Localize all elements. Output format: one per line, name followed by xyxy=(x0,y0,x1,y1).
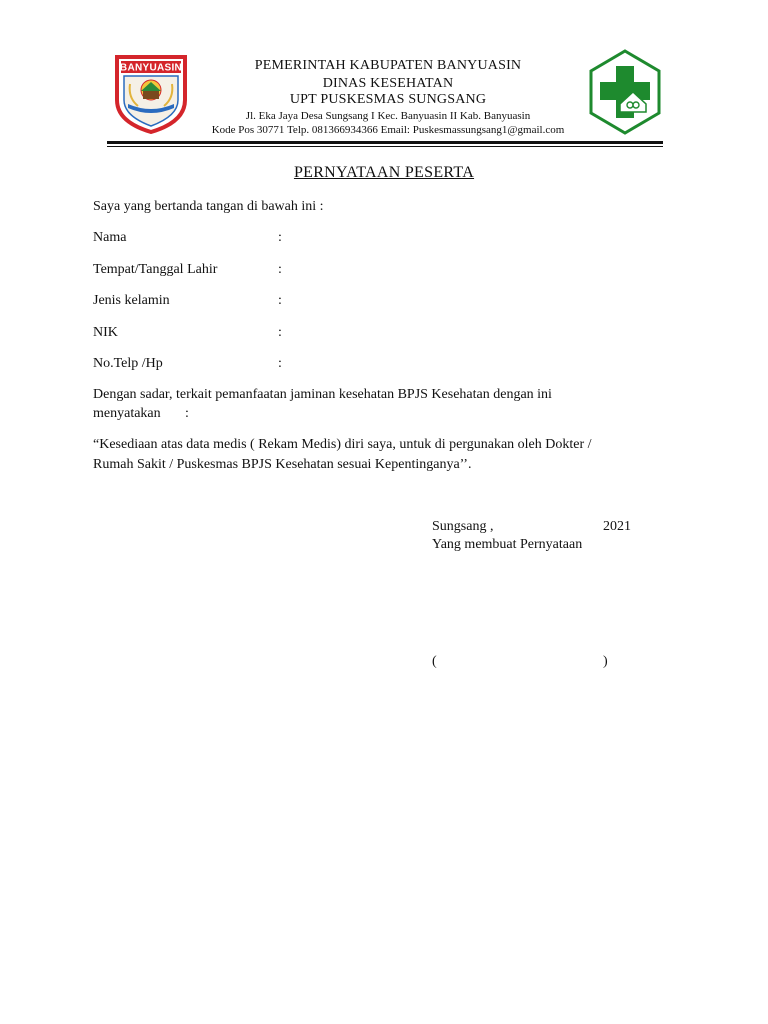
letterhead-line-government: PEMERINTAH KABUPATEN BANYUASIN xyxy=(254,58,522,73)
puskesmas-logo xyxy=(588,48,662,136)
document-title: PERNYATAAN PESERTA xyxy=(293,164,475,181)
statement-colon: : xyxy=(185,406,189,421)
signature-open-paren: ( xyxy=(432,654,437,669)
signature-close-paren: ) xyxy=(603,654,608,669)
letterhead-divider-thick xyxy=(107,141,663,144)
field-colon-birth: : xyxy=(278,262,282,277)
intro-text: Saya yang bertanda tangan di bawah ini : xyxy=(93,199,324,214)
field-label-birth: Tempat/Tanggal Lahir xyxy=(93,262,218,277)
field-label-name: Nama xyxy=(93,230,127,245)
statement-line-1: Dengan sadar, terkait pemanfaatan jaminan kesehatan BPJS Kesehatan dengan ini xyxy=(93,387,552,402)
letterhead-line-department: DINAS KESEHATAN xyxy=(322,76,454,91)
field-label-nik: NIK xyxy=(93,325,118,340)
quote-line-2: Rumah Sakit / Puskesmas BPJS Kesehatan sesuai Kepentinganya’’. xyxy=(93,457,472,472)
banyuasin-logo xyxy=(114,54,188,134)
field-colon-phone: : xyxy=(278,356,282,371)
statement-line-2: menyatakan xyxy=(93,406,161,421)
letterhead-line-contact: Kode Pos 30771 Telp. 081366934366 Email: Puskesmassungsang1@gmail.com xyxy=(211,124,565,136)
quote-line-1: “Kesediaan atas data medis ( Rekam Medis) diri saya, untuk di pergunakan oleh Dokter / xyxy=(93,437,592,452)
field-label-gender: Jenis kelamin xyxy=(93,293,170,308)
signature-maker-label: Yang membuat Pernyataan xyxy=(432,537,583,552)
letterhead-divider-thin xyxy=(107,146,663,147)
letterhead-line-address: Jl. Eka Jaya Desa Sungsang I Kec. Banyuasin II Kab. Banyuasin xyxy=(245,110,531,122)
signature-place: Sungsang , xyxy=(432,519,494,534)
letterhead-line-puskesmas: UPT PUSKESMAS SUNGSANG xyxy=(289,92,487,107)
field-colon-name: : xyxy=(278,230,282,245)
field-colon-nik: : xyxy=(278,325,282,340)
field-label-phone: No.Telp /Hp xyxy=(93,356,163,371)
field-colon-gender: : xyxy=(278,293,282,308)
signature-year: 2021 xyxy=(603,519,631,534)
svg-text:BANYUASIN: BANYUASIN xyxy=(119,62,183,74)
